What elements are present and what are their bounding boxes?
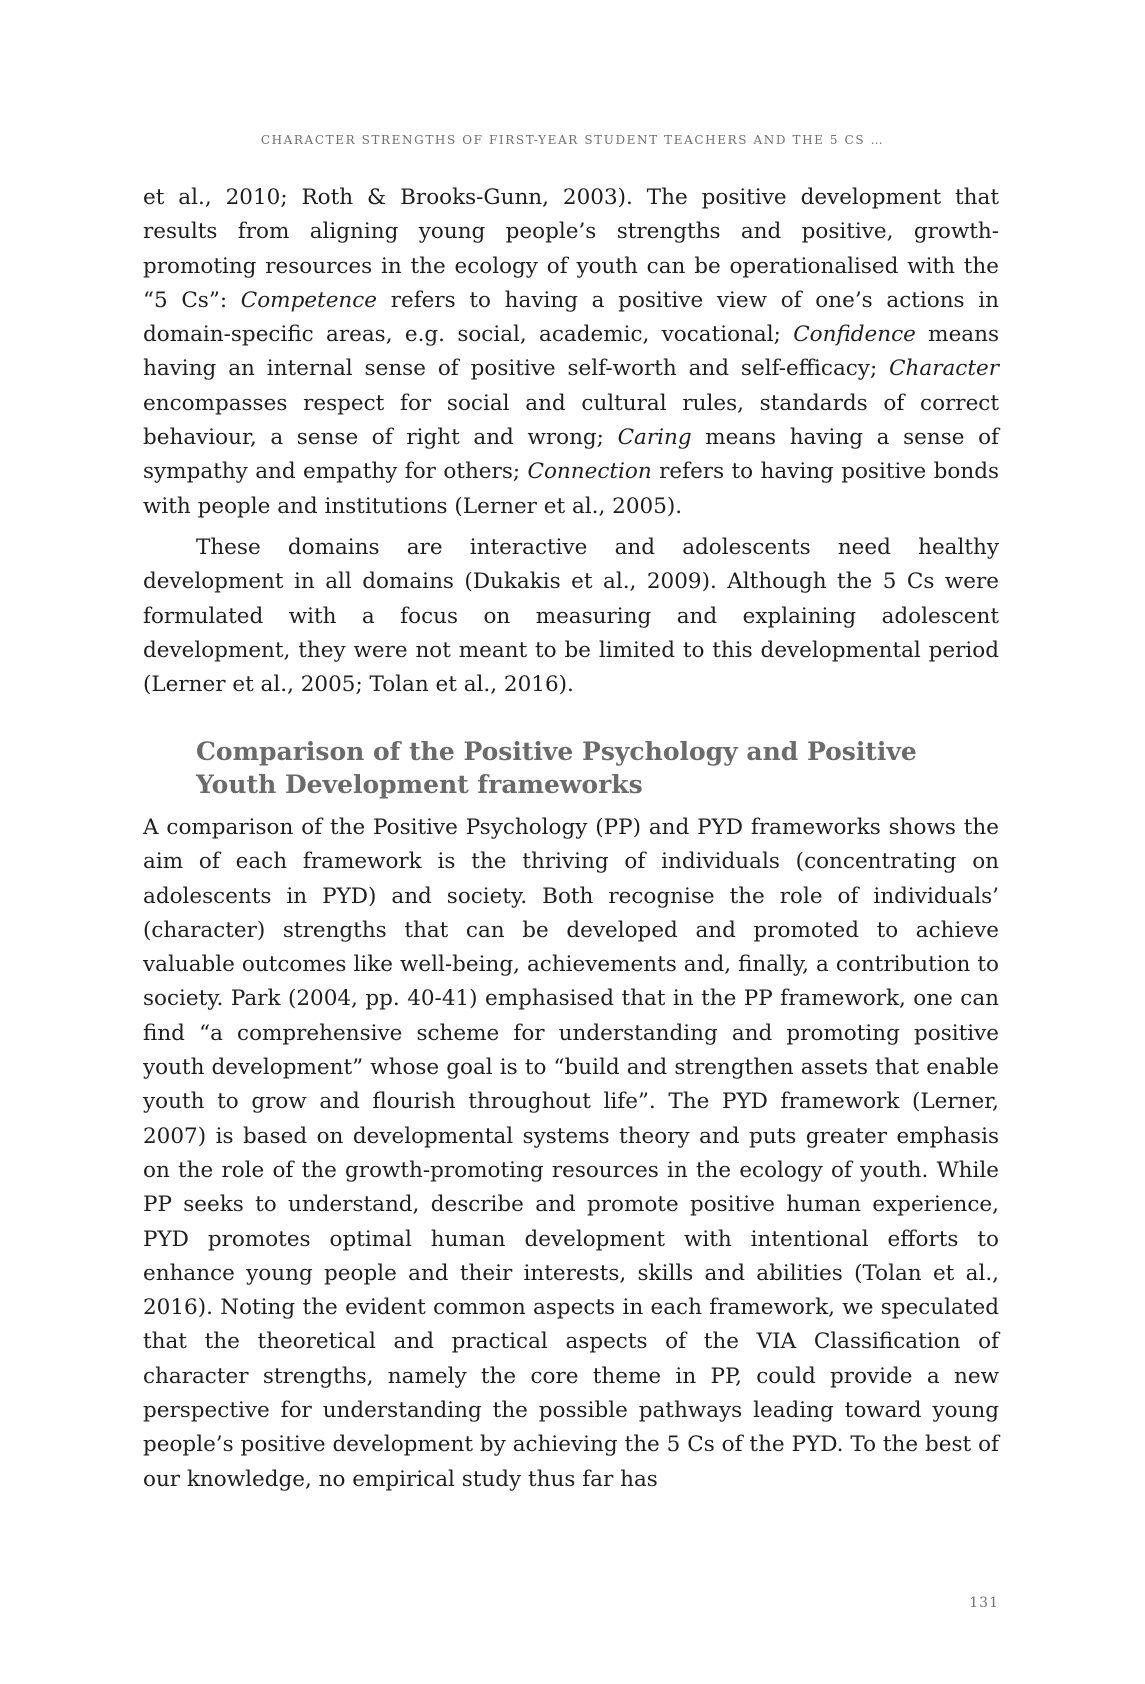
paragraph-3: A comparison of the Positive Psychology (PP) and PYD frameworks shows the aim of each framework is the thriving of individuals (concentrating on adolescents in PYD) and society. Both recognise the role of individuals’ (character) strengths that can be developed and promoted to achieve valuable outcomes like well-being, achievements and, finally, a contribution to society. Park (2004, pp. 40-41) emphasised that in the PP framework, one can find “a comprehensive scheme for understanding and promoting positive youth development” whose goal is to “build and strengthen assets that enable youth to grow and flourish throughout life”. The PYD framework (Lerner, 2007) is based on developmental systems theory and puts greater emphasis on the role of the growth-promoting resources in the ecology of youth. While PP seeks to understand, describe and promote positive human experience, PYD promotes optimal human development with intentional efforts to enhance young people and their interests, skills and abilities (Tolan et al., 2016). Noting the evident common aspects in each framework, we speculated that the theoretical and practical aspects of the VIA Classification of character strengths, namely the core theme in PP, could provide a new perspective for understanding the possible pathways leading toward young people’s positive development by achieving the 5 Cs of the PYD. To the best of our knowledge, no empirical study thus far has bbox=[143, 815, 999, 1492]
paragraph-1 bbox=[143, 181, 999, 524]
paragraph-1-text-4: encompasses respect for social and cultural rules, standards of correct behaviour, a sense of right and wrong; bbox=[143, 390, 999, 451]
section-heading: Comparison of the Positive Psychology and Positive Youth Development frameworks bbox=[196, 737, 917, 799]
term-connection: Connection bbox=[527, 459, 652, 485]
running-head: CHARACTER STRENGTHS OF FIRST-YEAR STUDENT TEACHERS AND THE 5 CS … bbox=[260, 133, 885, 147]
paragraph-1-text-2: refers to having a positive view of one’s actions in domain-specific areas, e.g. social, academic, vocational; bbox=[143, 287, 999, 348]
paragraph-2: These domains are interactive and adolescents need healthy development in all domains (Dukakis et al., 2009). Although the 5 Cs were formulated with a focus on measuring and explaining adolescent development, they were not meant to be limited to this developmental period (Lerner et al., 2005; Tolan et al., 2016). bbox=[143, 535, 999, 698]
term-character: Character bbox=[889, 356, 999, 382]
term-competence: Competence bbox=[240, 287, 378, 313]
paragraph-1-text-3: means having an internal sense of positive self-worth and self-efficacy; bbox=[143, 322, 999, 382]
term-confidence: Confidence bbox=[793, 322, 916, 348]
paragraph-1-text-5: means having a sense of sympathy and empathy for others; bbox=[143, 425, 1000, 485]
paragraph-1-text-6: refers to having positive bonds with people and institutions (Lerner et al., 2005). bbox=[143, 459, 1000, 519]
term-caring: Caring bbox=[617, 425, 692, 451]
page-number: 131 bbox=[969, 1595, 999, 1611]
paragraph-1-text-1: et al., 2010; Roth & Brooks-Gunn, 2003). The positive development that results from aligning young people’s strengths and positive, growth-promoting resources in the ecology of youth can be operationalised with the “5 Cs”: bbox=[143, 185, 999, 313]
